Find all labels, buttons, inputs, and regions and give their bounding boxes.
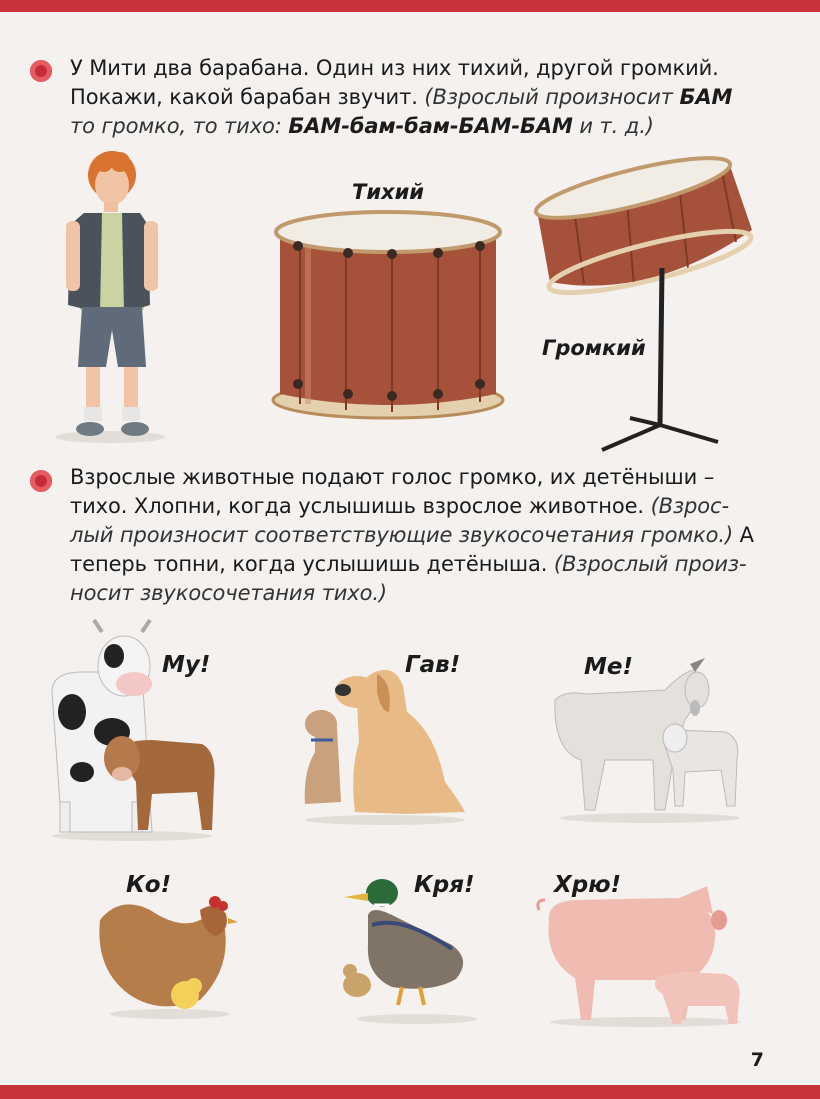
dog-sound: Гав! — [405, 652, 461, 678]
task2-line2-italic: (Взрос- — [650, 494, 729, 518]
drum-loud-label: Громкий — [542, 336, 646, 360]
task1-line2-bold: БАМ — [679, 85, 733, 109]
task2-line5-italic: носит звукосочетания тихо.) — [70, 581, 388, 605]
task1-line3-bold: БАМ-бам-бам-БАМ-БАМ — [288, 114, 573, 138]
drum-loud-illustration — [530, 150, 760, 455]
pig-illustration — [535, 880, 750, 1030]
task1-line3-italic-b: и т. д.) — [579, 114, 654, 138]
bullet-icon — [30, 470, 52, 492]
task1-line3-italic-a: то громко, то тихо: — [70, 114, 282, 138]
bottom-red-band — [0, 1085, 820, 1099]
task1-line2: Покажи, какой барабан звучит. — [70, 85, 418, 109]
task2-line4: теперь топни, когда услышишь детёныша. — [70, 552, 548, 576]
cow-illustration — [42, 612, 222, 842]
dog-illustration — [295, 652, 470, 827]
task2-line3: А — [739, 523, 754, 547]
task2-line2: тихо. Хлопни, когда услышишь взрослое животное. — [70, 494, 644, 518]
page-number: 7 — [750, 1049, 764, 1071]
task1-line1: У Мити два барабана. Один из них тихий, другой громкий. — [70, 56, 719, 80]
duck-sound: Кря! — [414, 872, 475, 898]
task2-line1: Взрослые животные подают голос громко, их детёныши – — [70, 465, 715, 489]
drum-quiet-label: Тихий — [352, 180, 425, 204]
task1-line2-italic: (Взрослый произносит — [424, 85, 673, 109]
top-red-band — [0, 0, 820, 12]
task2-line4-italic: (Взрослый произ- — [553, 552, 747, 576]
task2-line3-italic: лый произносит соответствующие звукосочетания громко.) — [70, 523, 734, 547]
task2-text — [70, 463, 790, 608]
task1-text — [70, 54, 790, 141]
boy-illustration — [40, 145, 180, 445]
cow-sound: Му! — [162, 652, 211, 678]
bullet-icon — [30, 60, 52, 82]
pig-sound: Хрю! — [554, 872, 622, 898]
goat-illustration — [545, 650, 755, 825]
hen-illustration — [90, 890, 240, 1020]
goat-sound: Ме! — [584, 654, 633, 680]
hen-sound: Ко! — [126, 872, 172, 898]
drum-quiet-illustration — [268, 208, 508, 423]
